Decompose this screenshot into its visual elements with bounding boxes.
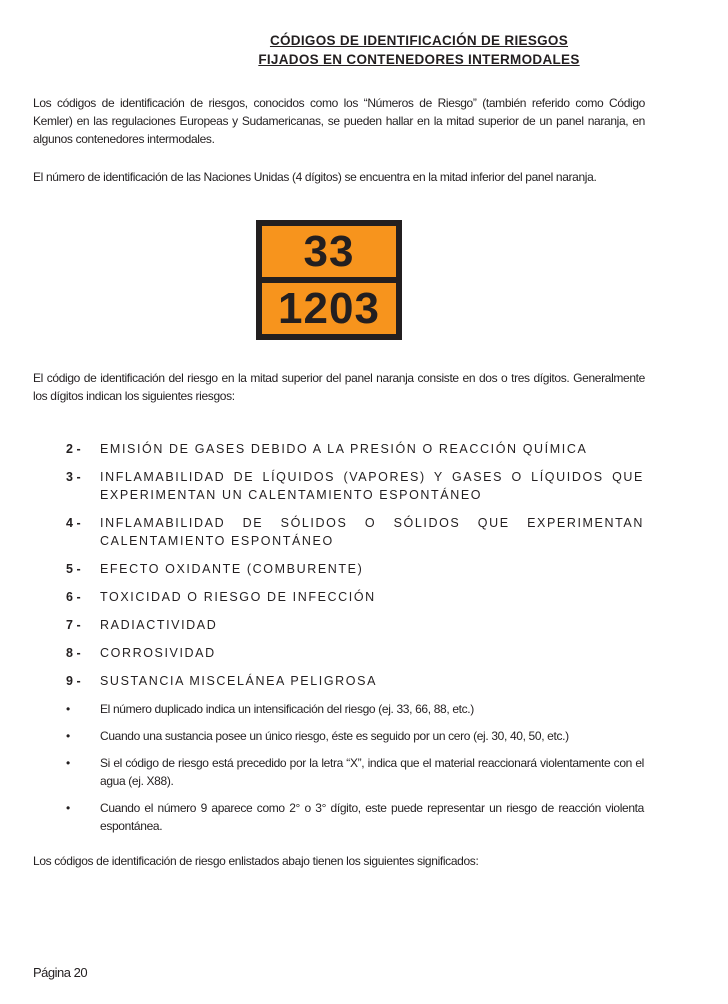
note-item: • Cuando el número 9 aparece como 2° o 3° dígito, este puede representar un riesgo de reacción violenta espontánea. — [66, 801, 644, 833]
intro-paragraph: Los códigos de identificación de riesgos, conocidos como los “Números de Riesgo” (también referido como Código Kemler) en las regulaciones Europeas y Sudamericanas, se pueden hallar en la mitad superior de un panel naranja, en algunos contenedores intermodales. — [33, 96, 645, 146]
hazard-item: 3 - INFLAMABILIDAD DE LÍQUIDOS (VAPORES) Y GASES O LÍQUIDOS QUE EXPERIMENTAN UN CALENTAMIENTO ESPONTÁNEO — [66, 470, 644, 502]
closing-paragraph: Los códigos de identificación de riesgo enlistados abajo tienen los siguientes significados: — [33, 854, 479, 868]
page-title — [0, 31, 728, 69]
hazard-item: 5 - EFECTO OXIDANTE (COMBURENTE) — [60, 560, 644, 578]
hazard-item: 7 - RADIACTIVIDAD — [60, 616, 644, 634]
title-line-1: CÓDIGOS DE IDENTIFICACIÓN DE RIESGOS — [269, 33, 569, 48]
hazard-item: 6 - TOXICIDAD O RIESGO DE INFECCIÓN — [60, 588, 644, 606]
un-number-paragraph: El número de identificación de las Naciones Unidas (4 dígitos) se encuentra en la mitad inferior del panel naranja. — [33, 170, 597, 184]
hazard-text: TOXICIDAD O RIESGO DE INFECCIÓN — [100, 590, 376, 604]
hazard-item: 8 - CORROSIVIDAD — [60, 644, 644, 662]
hazard-text: INFLAMABILIDAD DE LÍQUIDOS (VAPORES) Y GASES O LÍQUIDOS QUE EXPERIMENTAN UN CALENTAMIENTO ESPONTÁNEO — [100, 470, 644, 502]
hazard-item: 4 - INFLAMABILIDAD DE SÓLIDOS O SÓLIDOS QUE EXPERIMENTAN CALENTAMIENTO ESPONTÁNEO — [66, 516, 644, 548]
hazard-text: INFLAMABILIDAD DE SÓLIDOS O SÓLIDOS QUE EXPERIMENTAN CALENTAMIENTO ESPONTÁNEO — [100, 516, 644, 548]
hazard-item: 9 - SUSTANCIA MISCELÁNEA PELIGROSA — [60, 672, 644, 690]
hazard-text: SUSTANCIA MISCELÁNEA PELIGROSA — [100, 674, 378, 688]
page-number: Página 20 — [33, 965, 88, 980]
note-item: • Si el código de riesgo está precedido por la letra “X”, indica que el material reaccionará violentamente con el agua (ej. X88). — [66, 756, 644, 788]
hazard-text: EFECTO OXIDANTE (COMBURENTE) — [100, 562, 364, 576]
un-number: 1203 — [262, 283, 396, 334]
orange-hazard-panel — [256, 220, 402, 340]
hazard-list — [60, 440, 644, 844]
hazard-text: CORROSIVIDAD — [100, 646, 216, 660]
hazard-item: 2 - EMISIÓN DE GASES DEBIDO A LA PRESIÓN O REACCIÓN QUÍMICA — [60, 440, 644, 458]
note-item: • El número duplicado indica un intensificación del riesgo (ej. 33, 66, 88, etc.) — [66, 702, 474, 716]
hazard-text: RADIACTIVIDAD — [100, 618, 218, 632]
title-line-2: FIJADOS EN CONTENEDORES INTERMODALES — [258, 52, 580, 67]
hazard-code: 33 — [262, 226, 396, 277]
note-item: • Cuando una sustancia posee un único riesgo, éste es seguido por un cero (ej. 30, 40, 50, etc.) — [66, 729, 569, 743]
hazard-code-paragraph: El código de identificación del riesgo en la mitad superior del panel naranja consiste en dos o tres dígitos. Generalmente los dígitos indican los siguientes riesgos: — [33, 371, 645, 403]
hazard-text: EMISIÓN DE GASES DEBIDO A LA PRESIÓN O REACCIÓN QUÍMICA — [100, 442, 588, 456]
